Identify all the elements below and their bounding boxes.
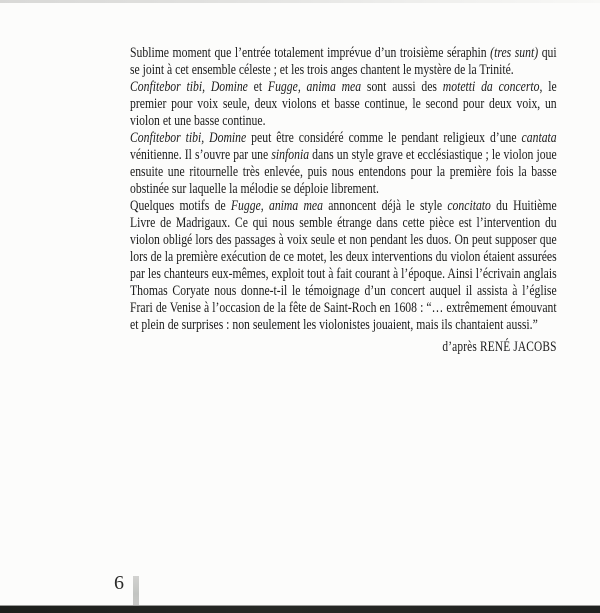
paragraph: Confitebor tibi, Domine et Fugge, anima mea sont aussi des motetti da concerto, le premier pour voix seule, deux violons et basse continue, le second pour deux voix, un violon et une basse continue. (130, 79, 557, 129)
paragraph: Sublime moment que l’entrée totalement imprévue d’un troisième séraphin (tres sunt) qui se joint à cet ensemble céleste ; et les trois anges chantent le mystère de la Trinité. (130, 45, 557, 78)
page-top-edge-shadow (0, 0, 600, 3)
paragraph: Quelques motifs de Fugge, anima mea annoncent déjà le style concitato du Huitième Livre de Madrigaux. Ce qui nous semble étrange dans cette pièce est l’intervention du violon obligé lors des passages à voix seule et non pendant les duos. On peut supposer que lors de la première exécution de ce motet, les deux interventions du violon étaient assurées par les chanteurs eux-mêmes, exploit tout à fait courant à l’époque. Ainsi l’écrivain anglais Thomas Coryate nous donne-t-il le témoignage d’un concert auquel il assista à l’église Frari de Venise à l’occasion de la fête de Saint-Roch en 1608 : “… extrêmement émouvant et plein de surprises : non seulement les violonistes jouaient, mais ils chantaient aussi.” (130, 198, 557, 333)
paragraph: Confitebor tibi, Domine peut être considéré comme le pendant religieux d’une cantata vénitienne. Il s’ouvre par une sinfonia dans un style grave et ecclésiastique ; le violon joue ensuite une ritournelle très enlevée, puis nous entendons pour la première fois la basse obstinée sur laquelle la mélodie se déploie librement. (130, 130, 557, 197)
attribution-credit: d’après RENÉ JACOBS (442, 339, 557, 355)
page-number: 6 (114, 572, 124, 594)
page-bottom-edge-band (0, 605, 600, 613)
liner-notes (130, 45, 557, 356)
liner-notes-paragraphs (130, 45, 557, 334)
